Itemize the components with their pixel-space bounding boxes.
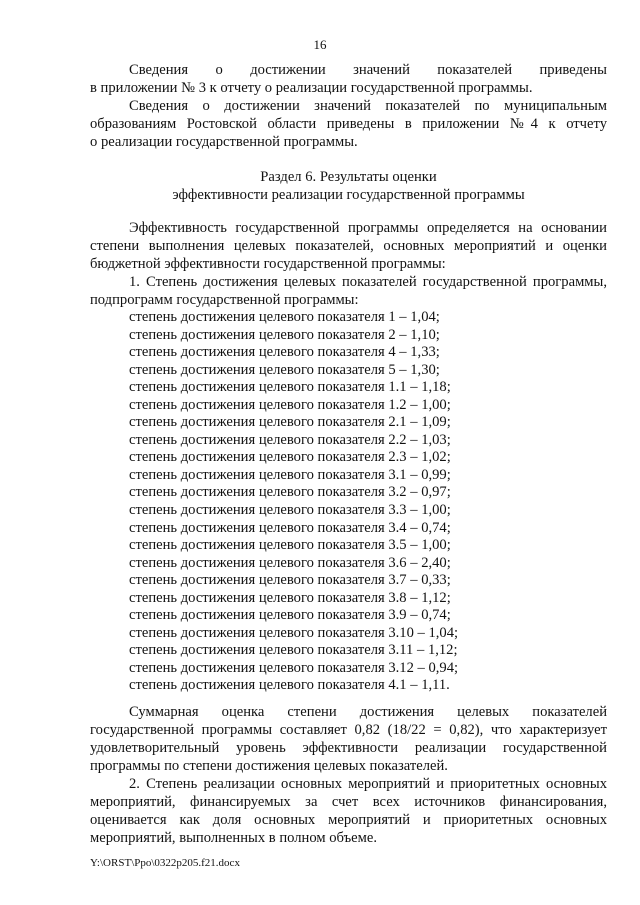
- paragraph-line: подпрограмм государственной программы:: [90, 292, 359, 308]
- indicator-item: степень достижения целевого показателя 5 – 1,30;: [129, 361, 440, 378]
- section-heading: Раздел 6. Результаты оценки: [260, 169, 437, 185]
- indicator-item: степень достижения целевого показателя 3.4 – 0,74;: [129, 519, 451, 536]
- indicator-item: степень достижения целевого показателя 1.1 – 1,18;: [129, 379, 451, 396]
- indicator-list: [129, 309, 458, 695]
- paragraph-line: образованиям Ростовской области приведены в приложении №4 к отчету: [90, 116, 607, 132]
- footer-file-path: Y:\ORST\Ppo\0322p205.f21.docx: [90, 857, 240, 869]
- paragraph-line: бюджетной эффективности государственной программы:: [90, 256, 446, 272]
- paragraph-line: оценивается как доля основных мероприятий и приоритетных основных: [90, 812, 607, 828]
- indicator-item: степень достижения целевого показателя 3.12 – 0,94;: [129, 659, 459, 676]
- indicator-item: степень достижения целевого показателя 3.3 – 1,00;: [129, 502, 451, 519]
- indicator-item: степень достижения целевого показателя 2.2 – 1,03;: [129, 431, 451, 448]
- indicator-item: степень достижения целевого показателя 4 – 1,33;: [129, 344, 440, 361]
- page-number: 16: [313, 37, 327, 52]
- paragraph-line: государственной программы составляет 0,82 (18/22 = 0,82), что характеризует: [90, 722, 607, 738]
- paragraph-line: Эффективность государственной программы определяется на основании: [129, 220, 607, 236]
- indicator-item: степень достижения целевого показателя 3.6 – 2,40;: [129, 554, 451, 571]
- section-heading: эффективности реализации государственной программы: [172, 187, 525, 203]
- paragraph-line: о реализации государственной программы.: [90, 134, 358, 150]
- paragraph-line: программы по степени достижения целевых показателей.: [90, 758, 448, 774]
- paragraph-line: 1. Степень достижения целевых показателей государственной программы,: [129, 274, 607, 290]
- indicator-item: степень достижения целевого показателя 3.10 – 1,04;: [129, 624, 459, 641]
- paragraph-line: степени выполнения целевых показателей, основных мероприятий и оценки: [90, 238, 607, 254]
- indicator-item: степень достижения целевого показателя 4.1 – 1,11.: [129, 677, 450, 694]
- indicator-item: степень достижения целевого показателя 3.8 – 1,12;: [129, 589, 451, 606]
- paragraph-line: мероприятий, финансируемых за счет всех источников финансирования,: [90, 794, 607, 810]
- indicator-item: степень достижения целевого показателя 3.11 – 1,12;: [129, 642, 458, 659]
- indicator-item: степень достижения целевого показателя 2.1 – 1,09;: [129, 414, 451, 431]
- indicator-item: степень достижения целевого показателя 3.7 – 0,33;: [129, 572, 451, 589]
- indicator-item: степень достижения целевого показателя 3.5 – 1,00;: [129, 537, 451, 554]
- paragraph-line: мероприятий, выполненных в полном объеме.: [90, 830, 377, 846]
- paragraph-line: в приложении № 3 к отчету о реализации государственной программы.: [90, 80, 533, 96]
- indicator-item: степень достижения целевого показателя 3.1 – 0,99;: [129, 466, 451, 483]
- indicator-item: степень достижения целевого показателя 1 – 1,04;: [129, 309, 440, 325]
- indicator-item: степень достижения целевого показателя 2.3 – 1,02;: [129, 449, 451, 466]
- indicator-item: степень достижения целевого показателя 3.2 – 0,97;: [129, 484, 451, 501]
- indicator-item: степень достижения целевого показателя 2 – 1,10;: [129, 326, 440, 343]
- paragraph-line: удовлетворительный уровень эффективности реализации государственной: [90, 740, 607, 756]
- indicator-item: степень достижения целевого показателя 1.2 – 1,00;: [129, 396, 451, 413]
- indicator-item: степень достижения целевого показателя 3.9 – 0,74;: [129, 607, 451, 624]
- paragraph-line: 2. Степень реализации основных мероприятий и приоритетных основных: [129, 776, 607, 792]
- paragraph-line: Суммарная оценка степени достижения целевых показателей: [129, 704, 607, 720]
- paragraph-line: Сведения о достижении значений показателей приведены: [129, 62, 607, 78]
- paragraph-line: Сведения о достижении значений показателей по муниципальным: [129, 98, 607, 114]
